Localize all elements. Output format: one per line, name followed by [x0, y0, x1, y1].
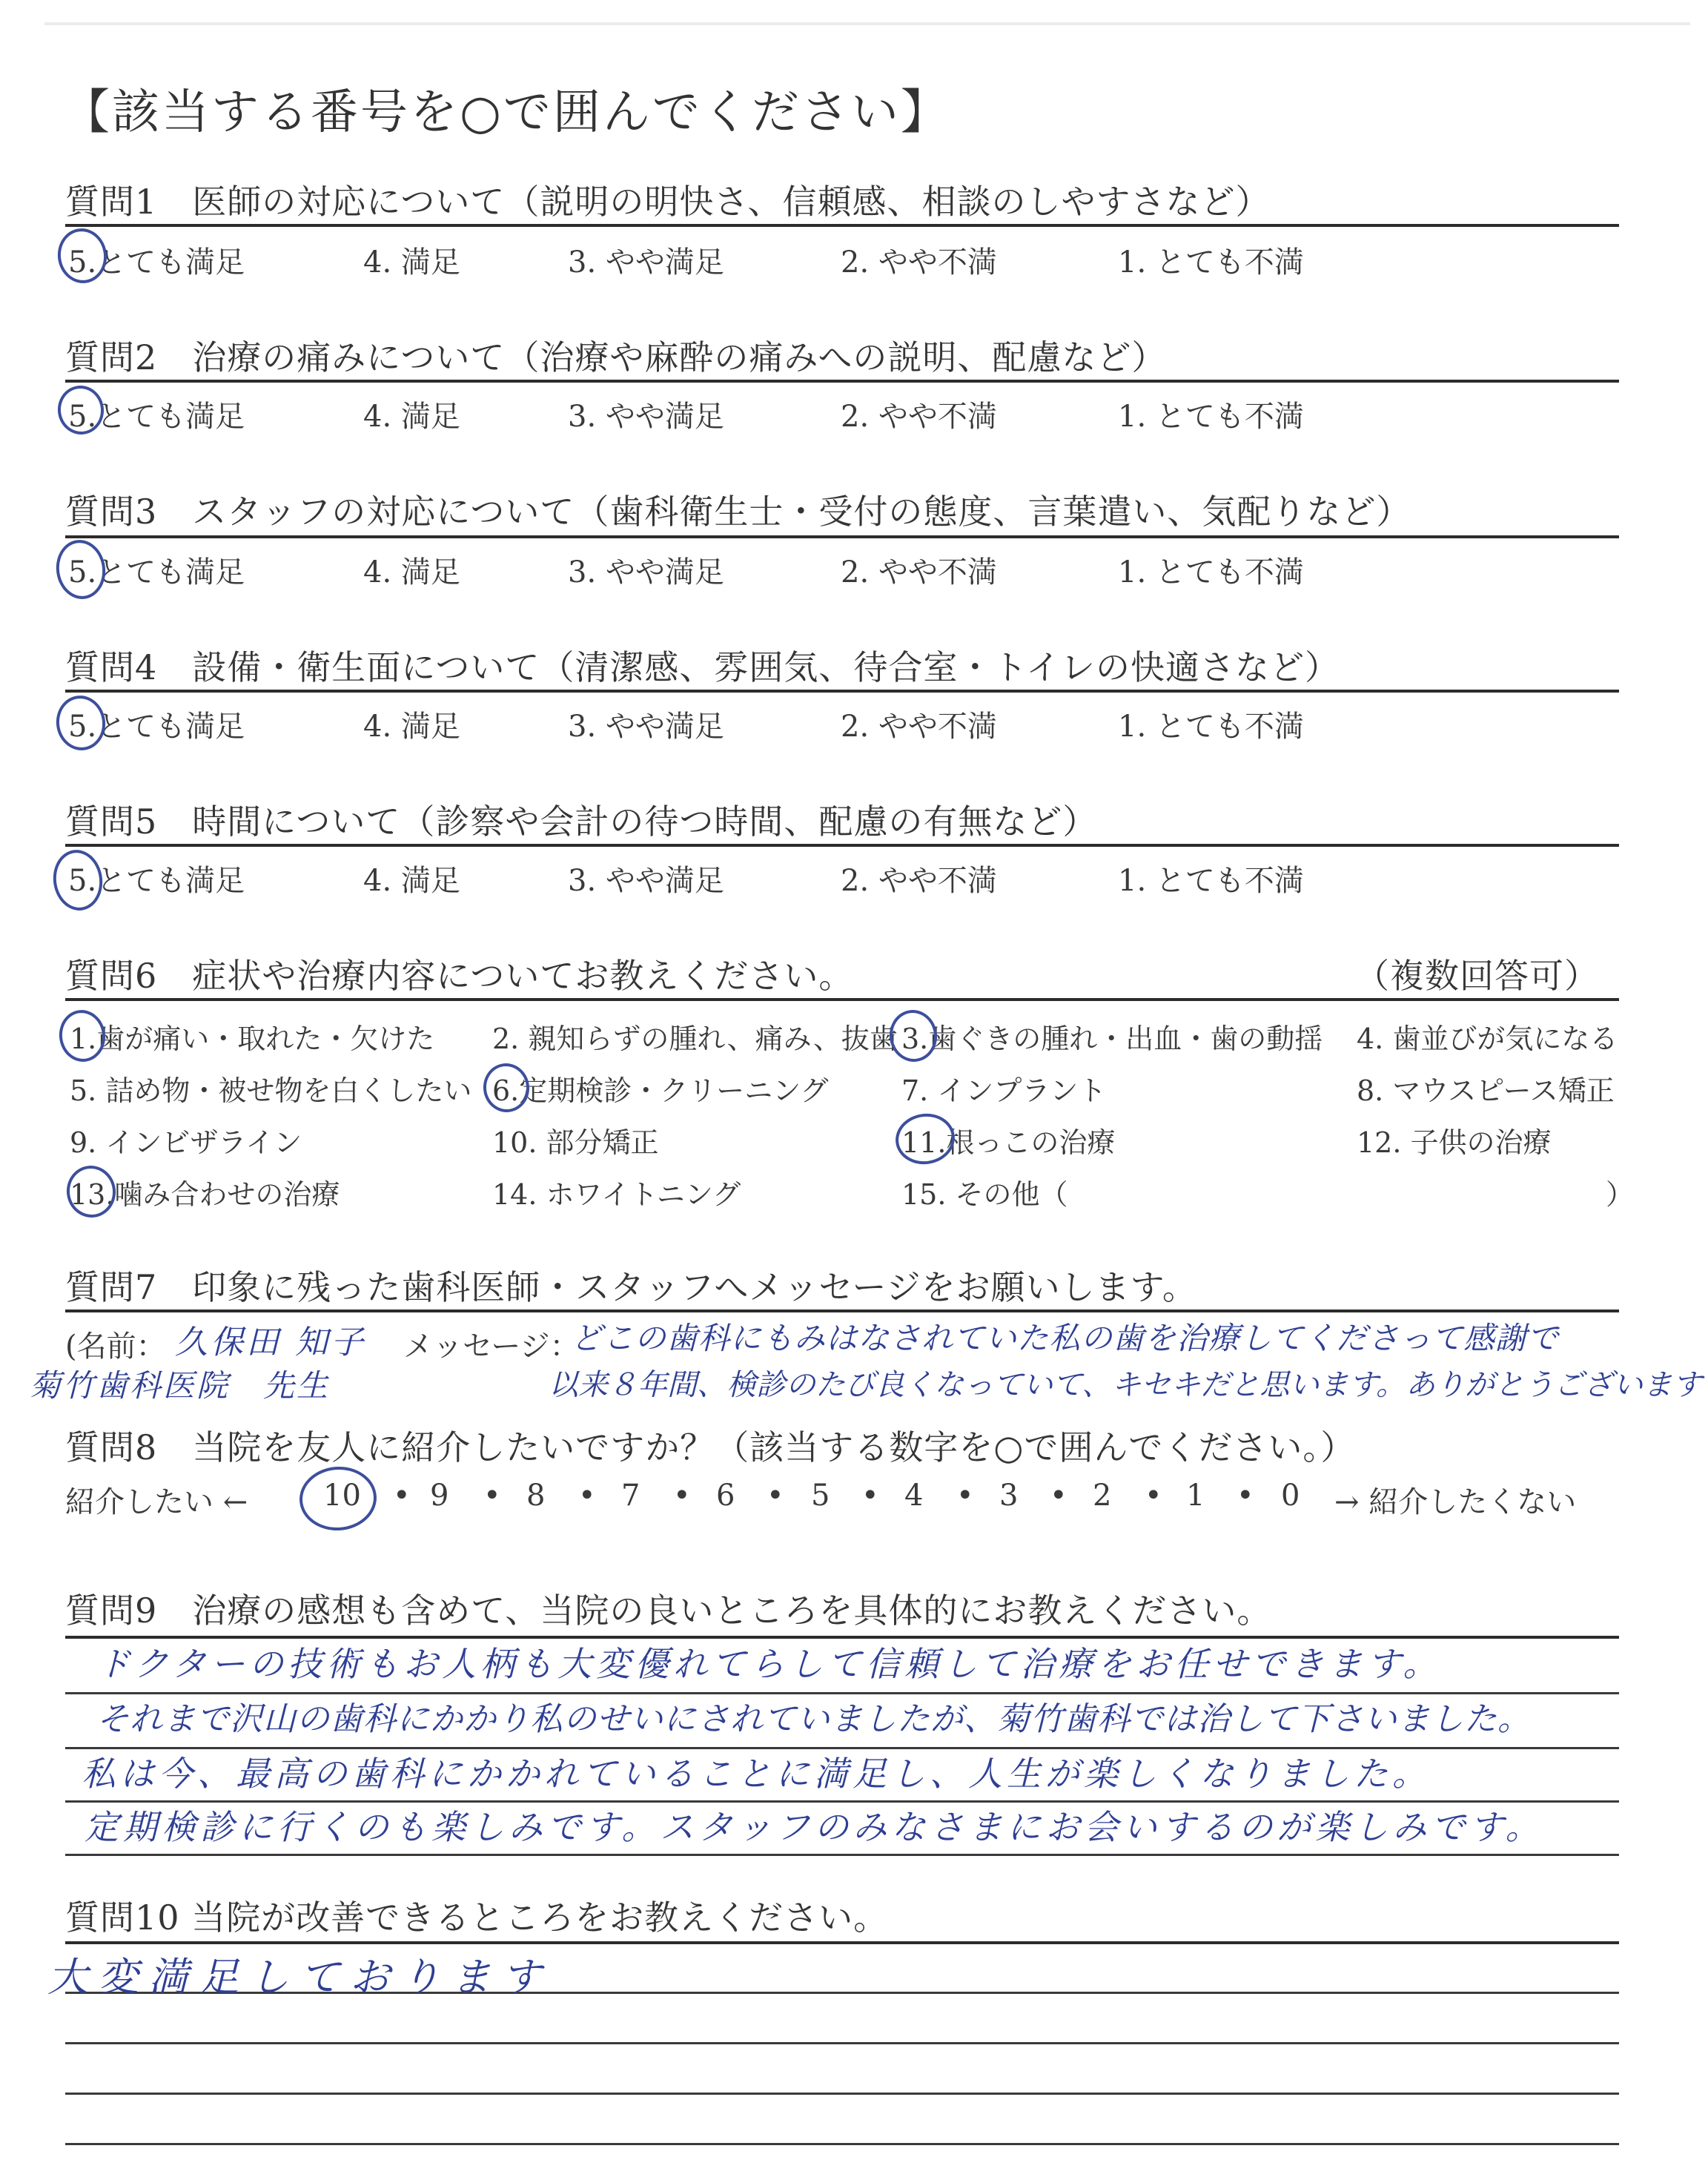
q4-option-1[interactable]: 1. とても不満 [1118, 710, 1304, 744]
q6-option-12[interactable]: 12. 子供の治療 [1357, 1126, 1552, 1159]
q6-option-5[interactable]: 5. 詰め物・被せ物を白くしたい [70, 1074, 472, 1107]
q4-option-2[interactable]: 2. やや不満 [841, 710, 997, 744]
q1-option-1[interactable]: 1. とても不満 [1118, 245, 1304, 280]
q2-title: 質問2 治療の痛みについて（治療や麻酔の痛みへの説明、配慮など） [65, 337, 1167, 377]
q8-scale-1[interactable]: 1 [1186, 1479, 1205, 1513]
q10-title: 質問10 当院が改善できるところをお教えください。 [65, 1898, 889, 1938]
q4-option-4[interactable]: 4. 満足 [363, 710, 460, 744]
q8-left-label: 紹介したい ← [65, 1485, 248, 1519]
q3-option-4[interactable]: 4. 満足 [363, 555, 460, 589]
q8-scale-2[interactable]: 2 [1093, 1479, 1112, 1513]
q8-scale-7[interactable]: 7 [621, 1479, 640, 1513]
q8-scale-10[interactable]: 10 [323, 1479, 361, 1513]
q3-title: 質問3 スタッフの対応について（歯科衛生士・受付の態度、言葉遣い、気配りなど） [65, 492, 1411, 532]
q9-answer-line-3[interactable]: 私は今、最高の歯科にかかれていることに満足し、人生が楽しくなりました。 [82, 1754, 1431, 1794]
q6-multiple-note: （複数回答可） [1355, 956, 1599, 996]
q5-rule [65, 844, 1619, 847]
q8-dot: • [956, 1479, 974, 1513]
q8-scale-3[interactable]: 3 [999, 1479, 1019, 1513]
q6-option-4[interactable]: 4. 歯並びが気になる [1357, 1023, 1618, 1055]
q3-selected-circle [53, 537, 109, 602]
q7-title: 質問7 印象に残った歯科医師・スタッフへメッセージをお願いします。 [65, 1267, 1197, 1307]
q9-answer-line-2[interactable]: それまで沢山の歯科にかかり私のせいにされていましたが、菊竹歯科では治して下さいました。 [96, 1700, 1531, 1738]
q2-rule [65, 380, 1619, 383]
q3-option-3[interactable]: 3. やや満足 [568, 555, 724, 589]
q9-title: 質問9 治療の感想も含めて、当院の良いところを具体的にお教えください。 [65, 1591, 1272, 1631]
q4-title: 質問4 設備・衛生面について（清潔感、雰囲気、待合室・トイレの快適さなど） [65, 647, 1340, 687]
q2-option-2[interactable]: 2. やや不満 [841, 400, 997, 434]
q1-option-5[interactable]: 5.とても満足 [68, 245, 245, 280]
q3-option-1[interactable]: 1. とても不満 [1118, 555, 1304, 589]
q7-message-line-2[interactable]: 以来８年間、検診のたび良くなっていて、キセキだと思います。ありがとうございます [549, 1368, 1702, 1402]
survey-instruction-header: 【該当する番号を○で囲んでください】 [62, 85, 950, 140]
q1-rule [65, 224, 1619, 227]
q5-option-4[interactable]: 4. 満足 [363, 864, 460, 898]
q10-answer-line [65, 2093, 1619, 2095]
q8-dot: • [578, 1479, 596, 1513]
q5-option-5[interactable]: 5.とても満足 [68, 864, 245, 898]
q8-scale-4[interactable]: 4 [904, 1479, 924, 1513]
q8-title: 質問8 当院を友人に紹介したいですか？（該当する数字を○で囲んでください。） [65, 1427, 1356, 1467]
q4-option-3[interactable]: 3. やや満足 [568, 710, 724, 744]
q10-answer-line [65, 2042, 1619, 2044]
q7-name-handwritten[interactable]: 久保田 知子 [175, 1324, 366, 1361]
q6-option-13[interactable]: 13.噛み合わせの治療 [70, 1178, 340, 1211]
top-edge-line [44, 22, 1690, 25]
q6-option-14[interactable]: 14. ホワイトニング [492, 1178, 741, 1211]
q2-option-1[interactable]: 1. とても不満 [1118, 400, 1304, 434]
q8-selected-circle [297, 1464, 379, 1533]
q8-scale-0[interactable]: 0 [1281, 1479, 1300, 1513]
q5-option-3[interactable]: 3. やや満足 [568, 864, 724, 898]
q1-option-4[interactable]: 4. 満足 [363, 245, 460, 280]
q6-rule [65, 998, 1619, 1001]
q8-dot: • [673, 1479, 691, 1513]
q10-answer-line [65, 2143, 1619, 2145]
q3-option-2[interactable]: 2. やや不満 [841, 555, 997, 589]
q6-option-15-close: ） [1606, 1178, 1635, 1211]
q8-dot: • [483, 1479, 501, 1513]
q3-option-5[interactable]: 5.とても満足 [68, 555, 245, 589]
q6-option-9[interactable]: 9. インビザライン [70, 1126, 302, 1159]
q6-option-3[interactable]: 3.歯ぐきの腫れ・出血・歯の動揺 [901, 1023, 1323, 1055]
q1-option-2[interactable]: 2. やや不満 [841, 245, 997, 280]
q6-option-2[interactable]: 2. 親知らずの腫れ、痛み、抜歯 [492, 1023, 898, 1055]
q7-rule [65, 1309, 1619, 1312]
q9-answer-line-4[interactable]: 定期検診に行くのも楽しみです。スタッフのみなさまにお会いするのが楽しみです。 [85, 1807, 1544, 1847]
q8-dot: • [1145, 1479, 1162, 1513]
q8-dot: • [861, 1479, 879, 1513]
q6-option-6[interactable]: 6.定期検診・クリーニング [492, 1074, 829, 1107]
q2-option-4[interactable]: 4. 満足 [363, 400, 460, 434]
q1-title: 質問1 医師の対応について（説明の明快さ、信頼感、相談のしやすさなど） [65, 182, 1271, 222]
q10-rule [65, 1941, 1619, 1944]
q8-dot: • [393, 1479, 411, 1513]
q4-rule [65, 690, 1619, 693]
q6-option-7[interactable]: 7. インプラント [901, 1074, 1107, 1107]
q10-answer[interactable]: 大変満足しております [47, 1954, 552, 2001]
q4-option-5[interactable]: 5.とても満足 [68, 710, 245, 744]
q2-option-3[interactable]: 3. やや満足 [568, 400, 724, 434]
q6-option-1[interactable]: 1.歯が痛い・取れた・欠けた [70, 1023, 435, 1055]
q6-option-15[interactable]: 15. その他（ [901, 1178, 1068, 1211]
q5-title: 質問5 時間について（診察や会計の待つ時間、配慮の有無など） [65, 802, 1098, 842]
q8-scale-8[interactable]: 8 [526, 1479, 546, 1513]
q5-option-1[interactable]: 1. とても不満 [1118, 864, 1304, 898]
q3-rule [65, 535, 1619, 538]
q1-option-3[interactable]: 3. やや満足 [568, 245, 724, 280]
q7-name-label: (名前： [65, 1330, 166, 1364]
q7-message-label: メッセージ： [403, 1330, 580, 1364]
q6-option-10[interactable]: 10. 部分矯正 [492, 1126, 659, 1159]
q8-scale-6[interactable]: 6 [716, 1479, 735, 1513]
q8-dot: • [1237, 1479, 1254, 1513]
q5-option-2[interactable]: 2. やや不満 [841, 864, 997, 898]
q8-dot: • [1050, 1479, 1068, 1513]
q2-option-5[interactable]: 5.とても満足 [68, 400, 245, 434]
q8-scale-9[interactable]: 9 [430, 1479, 449, 1513]
q8-dot: • [767, 1479, 784, 1513]
q6-title: 質問6 症状や治療内容についてお教えください。 [65, 956, 854, 996]
q7-message-line-1[interactable]: どこの歯科にもみはなされていた私の歯を治療してくださって感謝で [571, 1320, 1560, 1356]
q6-option-11[interactable]: 11.根っこの治療 [901, 1126, 1116, 1159]
q8-right-label: → 紹介したくない [1334, 1485, 1577, 1519]
q9-answer-line [65, 1854, 1619, 1856]
q8-scale-5[interactable]: 5 [811, 1479, 830, 1513]
q9-answer-line-1[interactable]: ドクターの技術もお人柄も大変優れてらして信頼して治療をお任せできます。 [96, 1644, 1442, 1684]
q6-option-8[interactable]: 8. マウスピース矯正 [1357, 1074, 1615, 1107]
q7-clinic-handwritten[interactable]: 菊竹歯科医院 先生 [30, 1367, 331, 1404]
